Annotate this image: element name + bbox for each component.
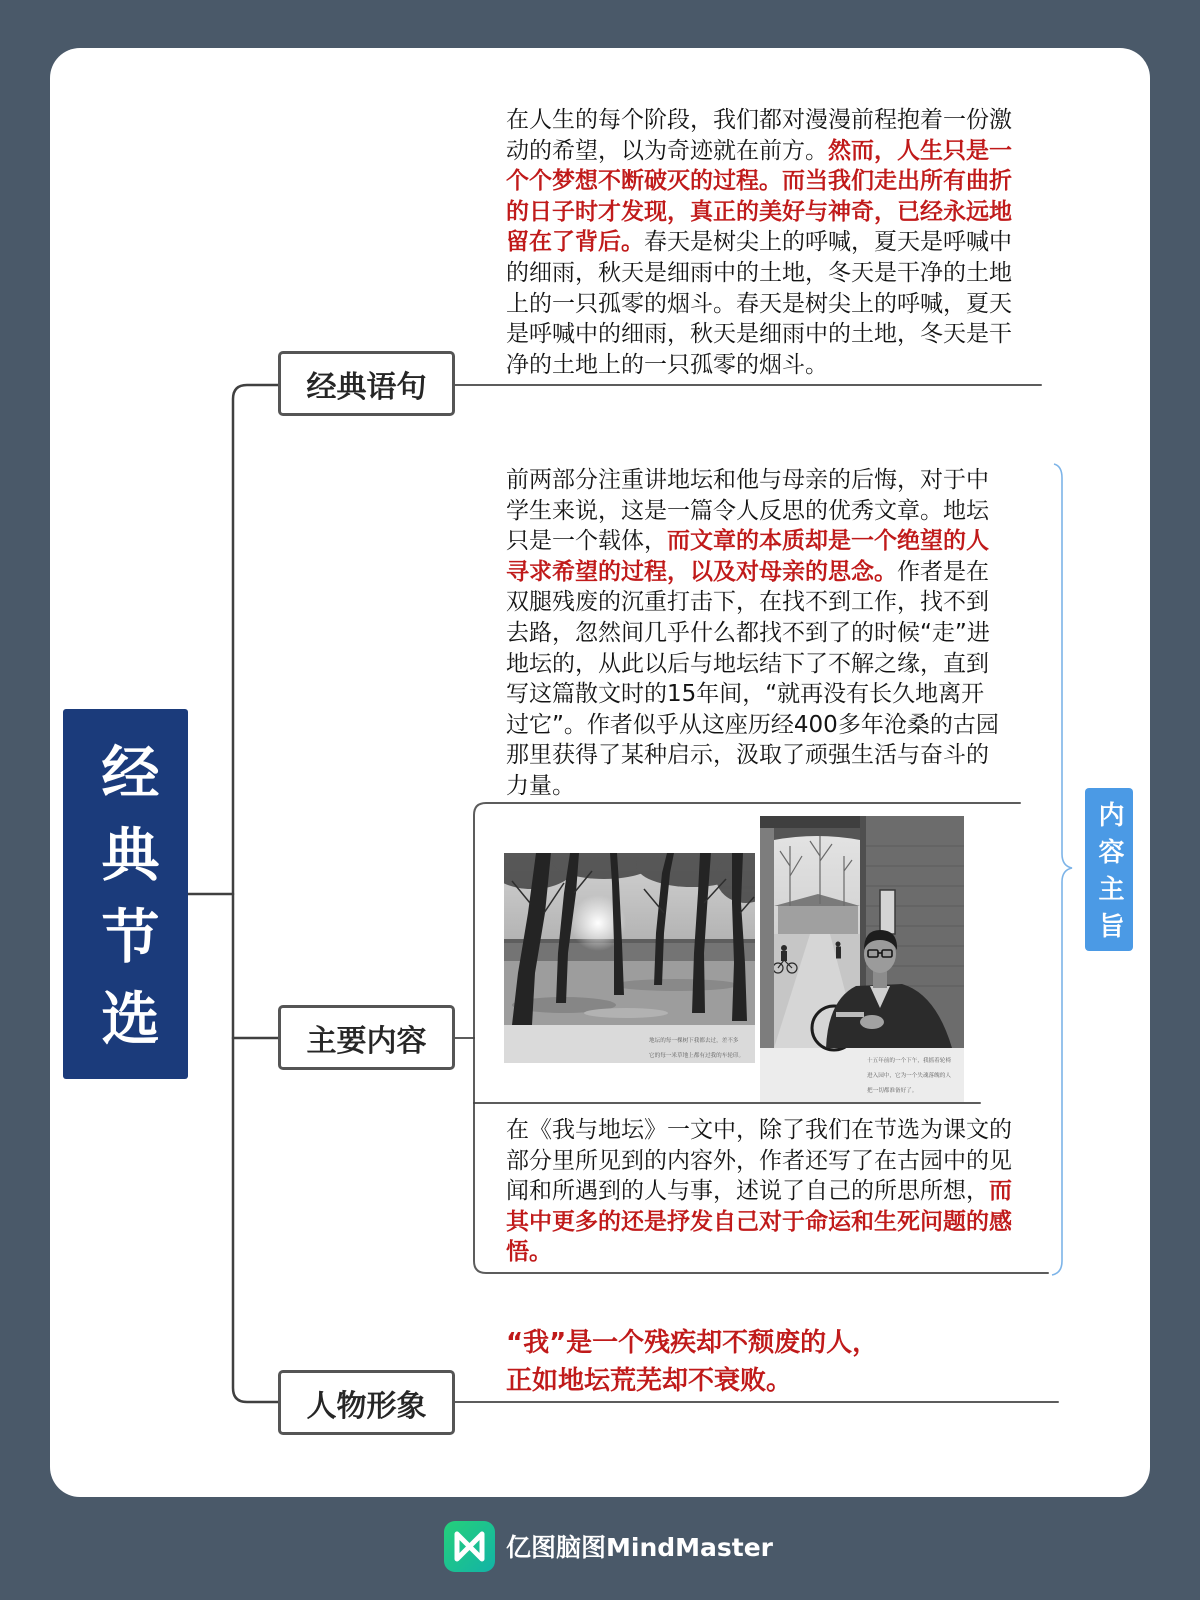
photo-park-trees (504, 853, 755, 1063)
root-topic (63, 709, 188, 1079)
photo-scene (504, 853, 755, 1025)
text-run: 前两部分注重讲地坛和他与母亲的后悔，对于中学生来说，这是一篇令人反思的优秀文章。地坛只是一个载体， (506, 467, 989, 555)
photo-author-portrait (760, 816, 964, 1102)
main-content-summary-text (506, 465, 1006, 802)
character-text-line: “我”是一个残疾却不颓废的人， (506, 1328, 879, 1358)
root-topic-label: 经典节选 (91, 742, 160, 1070)
photo-caption-line: 它的每一米草地上都有过我的车轮印。 (649, 1053, 745, 1059)
highlighted-text-run: 而文章的本质却是一个绝望的人寻求希望的过程，以及对母亲的思念。 (506, 528, 989, 585)
character-text-line: 正如地坛荒芜却不衰败。 (506, 1366, 793, 1396)
photo-caption-line: 地坛的每一棵树下我都去过，差不多 (649, 1038, 739, 1044)
photo-caption-line: 把一切都准备好了。 (867, 1088, 918, 1094)
highlighted-text-run: 然而，人生只是一个个梦想不断破灭的过程。而当我们走出所有曲折的日子时才发现，真正的美好与神奇，已经永远地留在了背后。 (506, 137, 1012, 256)
photo-caption-line: 十五年前的一个下午，我摇着轮椅 (867, 1058, 951, 1064)
photo-scene (760, 816, 964, 1050)
summary-tag-label: 内容主旨 (1094, 801, 1124, 949)
classic-quotes-text (506, 105, 1012, 380)
photo-caption-line: 进入园中，它为一个失魂落魄的人 (867, 1073, 951, 1079)
text-run: 作者是在双腿残废的沉重打击下，在找不到工作，找不到去路，忽然间几乎什么都找不到了的时候“走”进地坛的，从此以后与地坛结下了不解之缘，直到写这篇散文时的15年间，“就再没有长久地离开过它”。作者似乎从这座历经400多年沧桑的古园那里获得了某种启示，汲取了顽强生活与奋斗的力量。 (506, 558, 999, 799)
text-run: 在人生的每个阶段，我们都对漫漫前程抱着一份激动的希望，以为奇迹就在前方。 (506, 107, 1012, 164)
mindmaster-logo-icon (444, 1521, 495, 1572)
topic-main-content: 主要内容 (278, 1005, 455, 1070)
topic-classic-quotes: 经典语句 (278, 351, 455, 416)
topic-character-image: 人物形象 (278, 1370, 455, 1435)
text-run: 春天是树尖上的呼喊，夏天是呼喊中的细雨，秋天是细雨中的土地，冬天是干净的土地上的一只孤零的烟斗。春天是树尖上的呼喊，夏天是呼喊中的细雨，秋天是细雨中的土地，冬天是干净的土地上的一只孤零的烟斗。 (506, 229, 1012, 378)
highlighted-text-run: 而其中更多的还是抒发自己对于命运和生死问题的感悟。 (506, 1178, 1012, 1266)
character-image-text (506, 1324, 1026, 1400)
footer-brand-name: 亿图脑图MindMaster (506, 1533, 774, 1562)
text-run: 在《我与地坛》一文中，除了我们在节选为课文的部分里所见到的内容外，作者还写了在古园中的见闻和所遇到的人与事，述说了自己的所思所想， (506, 1117, 1012, 1205)
summary-tag-content-theme (1085, 788, 1133, 951)
main-content-extended-text (506, 1115, 1012, 1268)
